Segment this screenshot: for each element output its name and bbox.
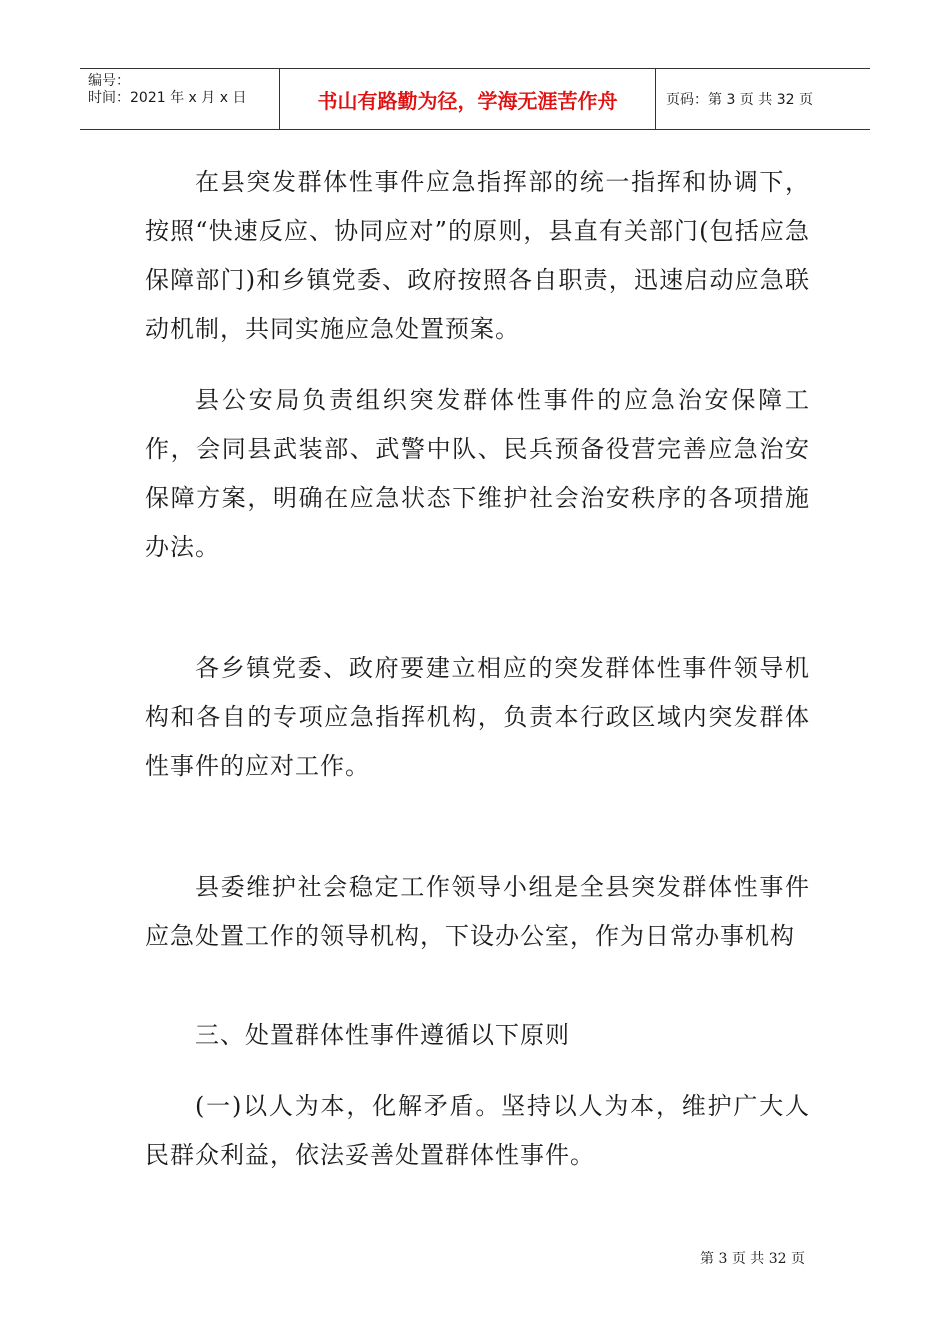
header-meta (80, 69, 280, 129)
document-number: 编号： (88, 73, 130, 89)
paragraph-2: 县公安局负责组织突发群体性事件的应急治安保障工作，会同县武装部、武警中队、民兵预备役营完善应急治安保障方案，明确在应急状态下维护社会治安秩序的各项措施办法。 (145, 386, 810, 561)
paragraph-4: 县委维护社会稳定工作领导小组是全县突发群体性事件应急处置工作的领导机构，下设办公室，作为日常办事机构 (145, 873, 810, 950)
paragraph-5: (一)以人为本，化解矛盾。坚持以人为本，维护广大人民群众利益，依法妥善处置群体性事件。 (145, 1092, 810, 1169)
page-header (80, 68, 870, 130)
paragraph-3: 各乡镇党委、政府要建立相应的突发群体性事件领导机构和各自的专项应急指挥机构，负责本行政区域内突发群体性事件的应对工作。 (145, 654, 810, 780)
page-footer: 第 3 页 共 32 页 (700, 1251, 805, 1267)
paragraph-1: 在县突发群体性事件应急指挥部的统一指挥和协调下，按照“快速反应、协同应对”的原则，县直有关部门(包括应急保障部门)和乡镇党委、政府按照各自职责，迅速启动应急联动机制，共同实施应急处置预案。 (145, 168, 810, 343)
header-page-info: 页码：第 3 页 共 32 页 (666, 92, 813, 108)
document-body (145, 158, 810, 1180)
document-date: 时间：2021 年 x 月 x 日 (88, 90, 247, 106)
section-heading: 三、处置群体性事件遵循以下原则 (195, 1021, 570, 1049)
header-motto: 书山有路勤为径，学海无涯苦作舟 (280, 69, 656, 129)
